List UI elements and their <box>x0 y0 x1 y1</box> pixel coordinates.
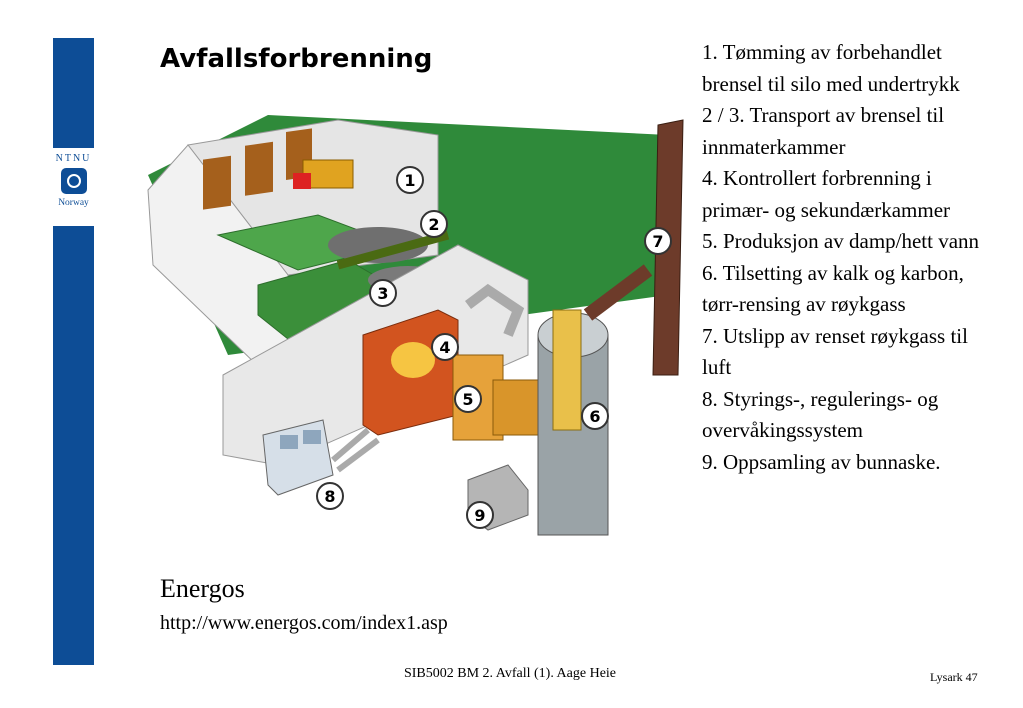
slide-title: Avfallsforbrenning <box>160 44 433 74</box>
sidebar-band <box>53 38 94 665</box>
ntnu-logo <box>53 148 94 226</box>
callout-label: 2 <box>428 215 440 234</box>
callout-6 <box>582 403 608 429</box>
step-2-3: 2 / 3. Transport av brensel til innmaterkammer <box>702 103 945 159</box>
process-steps-list <box>702 37 1002 478</box>
callout-3 <box>370 280 396 306</box>
source-name: Energos <box>160 574 245 603</box>
callout-label: 7 <box>652 232 664 251</box>
incineration-plant-diagram <box>108 95 688 565</box>
callout-label: 1 <box>404 171 416 190</box>
screen <box>303 430 321 444</box>
furnace-flame <box>391 342 435 378</box>
step-4: 4. Kontrollert forbrenning i primær- og sekundærkammer <box>702 166 951 222</box>
step-6: 6. Tilsetting av kalk og karbon, tørr-rensing av røykgass <box>702 260 964 316</box>
ntnu-emblem-icon <box>61 168 87 194</box>
callout-label: 4 <box>439 338 451 357</box>
callout-7 <box>645 228 671 254</box>
callout-9 <box>467 502 493 528</box>
logo-top-text: NTNU <box>55 153 92 164</box>
door <box>203 156 231 210</box>
callout-label: 5 <box>462 390 474 409</box>
step-1: 1. Tømming av forbehandlet brensel til silo med undertrykk <box>702 40 960 96</box>
footer-slide-number: Lysark 47 <box>930 670 978 684</box>
screen <box>280 435 298 449</box>
step-8: 8. Styrings-, regulerings- og overvåkingssystem <box>702 386 939 442</box>
truck-cab <box>293 173 311 189</box>
callout-5 <box>455 386 481 412</box>
callout-4 <box>432 334 458 360</box>
step-7: 7. Utslipp av renset røykgass til luft <box>702 323 968 379</box>
callout-8 <box>317 483 343 509</box>
source-url: http://www.energos.com/index1.asp <box>160 612 448 634</box>
step-5: 5. Produksjon av damp/hett vann <box>702 229 980 253</box>
callout-label: 9 <box>474 506 486 525</box>
step-9: 9. Oppsamling av bunnaske. <box>702 449 941 474</box>
filter-bags <box>553 310 581 430</box>
door <box>245 142 273 196</box>
callout-label: 8 <box>324 487 336 506</box>
callout-1 <box>397 167 423 193</box>
footer-course: SIB5002 BM 2. Avfall (1). Aage Heie <box>403 666 617 681</box>
callout-2 <box>421 211 447 237</box>
callout-label: 6 <box>589 407 601 426</box>
logo-bottom-text: Norway <box>58 198 89 208</box>
callout-label: 3 <box>377 284 389 303</box>
